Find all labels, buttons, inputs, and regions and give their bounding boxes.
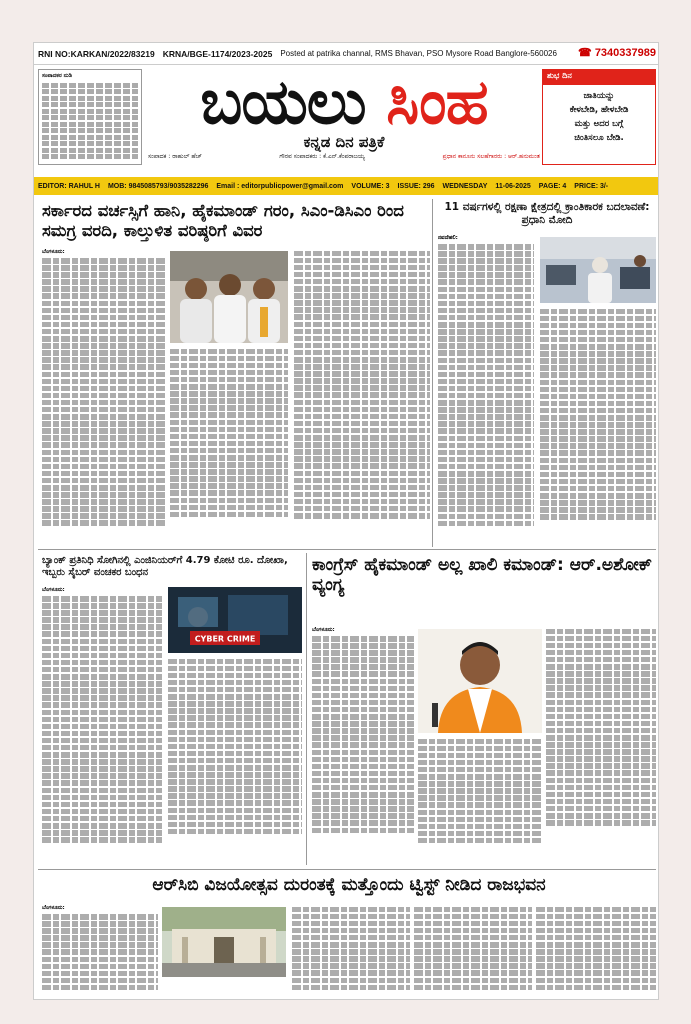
article-1-headline: ಸರ್ಕಾರದ ವರ್ಚಸ್ಸಿಗೆ ಹಾನಿ, ಹೈಕಮಾಂಡ್ ಗರಂ, ಸಿಎಂ-ಡಿಸಿಎಂ ರಿಂದ ಸಮಗ್ರ ವರದಿ, ಕಾಲ್ತುಳಿತ ವರಿಷ್ಠರಿಗೆ ವಿವರ — [42, 201, 404, 240]
page-number: PAGE: 4 — [538, 182, 567, 190]
editor-mobile: MOB: 9845085793/9035282296 — [107, 182, 209, 190]
article-2-dateline: ನವದೆಹಲಿ: — [438, 235, 458, 241]
article-1-dateline: ಬೆಂಗಳೂರು: — [42, 249, 65, 255]
shubha-line-1: ಜಾತಿಯನ್ನು — [583, 91, 615, 101]
article-4-col-2 — [418, 737, 542, 863]
masthead-left-box — [38, 69, 142, 165]
masthead — [34, 65, 659, 177]
article-1-col-2 — [170, 347, 288, 545]
newspaper-page — [33, 42, 659, 1000]
newspaper-logo — [146, 67, 542, 171]
logo-word-1: ಬಯಲು — [200, 65, 366, 138]
volume: VOLUME: 3 — [351, 182, 390, 190]
article-4-photo — [418, 629, 542, 733]
postal-info: Posted at patrika channal, RMS Bhavan, PSO Mysore Road Banglore-560026 — [280, 49, 557, 58]
krna-number: KRNA/BGE-1174/2023-2025 — [162, 48, 273, 59]
article-3-col-2 — [168, 657, 302, 863]
article-1-col-1 — [42, 249, 166, 545]
article-3-headline: ಬ್ಯಾಂಕ್ ಪ್ರತಿನಿಧಿ ಸೋಗಿನಲ್ಲಿ ಎಂಜಿನಿಯರ್‌ಗೆ 4.79 ಕೋಟಿ ರೂ. ದೋಖಾ, ಇಬ್ಬರು ಸೈಬರ್ ವಂಚಕರ ಬಂಧನ — [42, 555, 288, 578]
article-2-photo — [540, 237, 656, 303]
phone-number: ☎ 7340337989 — [578, 47, 656, 59]
article-1-col-3 — [294, 249, 430, 545]
rni-number: RNI NO:KARKAN/2022/83219 — [38, 48, 155, 59]
article-5-photo — [162, 907, 286, 977]
editor-credit: ಸಂಪಾದಕ : ರಾಹುಲ್ ಹೆಚ್ — [148, 153, 202, 160]
article-4-headline: ಕಾಂಗ್ರೆಸ್ ಹೈಕಮಾಂಡ್ ಅಲ್ಲ ಖಾಲಿ ಕಮಾಂಡ್: ಆರ್.ಅಶೋಕ್ ವ್ಯಂಗ್ಯ — [312, 555, 653, 596]
issue-date: 11-06-2025 — [495, 182, 531, 190]
price: PRICE: 3/- — [574, 182, 609, 190]
cyber-crime-label: CYBER CRIME — [194, 634, 256, 644]
editor-credits — [146, 153, 542, 161]
article-5-col-3 — [414, 905, 532, 997]
shubha-dina-label: ಶುಭ ದಿನ — [542, 69, 656, 84]
editor-email: Email : editorpublicpower@gmail.com — [216, 182, 344, 190]
article-3-dateline: ಬೆಂಗಳೂರು: — [42, 587, 65, 593]
honorary-editor-credit: ಗೌರವ ಸಂಪಾದಕರು : ಕೆ.ಎನ್.ಕೆಂಪರಾಜಯ್ಯ — [279, 153, 366, 160]
article-2-headline: 11 ವರ್ಷಗಳಲ್ಲಿ ರಕ್ಷಣಾ ಕ್ಷೇತ್ರದಲ್ಲಿ ಕ್ರಾಂತಿಕಾರಕ ಬದಲಾವಣೆ: ಪ್ರಧಾನಿ ಮೋದಿ — [444, 201, 650, 226]
editor-name: EDITOR: RAHUL H — [38, 182, 100, 190]
weekday: WEDNESDAY — [442, 182, 488, 190]
article-1-photo — [170, 251, 288, 343]
shubha-line-2: ಕೇಳಬೇಡಿ, ಹೇಳಬೇಡಿ — [569, 105, 629, 116]
phone-number-text: 7340337989 — [594, 47, 656, 59]
registration-strip — [34, 43, 659, 65]
article-4-dateline: ಬೆಂಗಳೂರು: — [312, 627, 335, 633]
article-4-col-1 — [312, 627, 414, 863]
shubha-line-4: ಚಿಂತಿಸಲೂ ಬೇಡಿ. — [574, 133, 624, 144]
article-5-headline: ಆರ್‌ಸಿಬಿ ವಿಜಯೋತ್ಸವ ದುರಂತಕ್ಕೆ ಮತ್ತೊಂದು ಟ್ವಿಸ್ಟ್ ನೀಡಿದ ರಾಜಭವನ — [152, 875, 546, 895]
shubha-line-3: ಮತ್ತು ಅದರ ಬಗ್ಗೆ — [574, 119, 624, 130]
article-2-col-1 — [438, 235, 534, 545]
article-5-col-1 — [42, 905, 158, 997]
article-4-col-3 — [546, 627, 656, 863]
article-3-col-1 — [42, 587, 162, 863]
editor-info-bar — [34, 177, 659, 195]
logo-word-2: ಸಿಂಹ — [386, 65, 488, 138]
article-5-col-4 — [536, 905, 656, 997]
article-5-col-2 — [292, 905, 410, 997]
shubha-dina-message — [542, 84, 656, 165]
article-5-dateline: ಬೆಂಗಳೂರು: — [42, 905, 65, 911]
issue: ISSUE: 296 — [397, 182, 435, 190]
left-box-title: ಸಂಪಾದಕರ ನುಡಿ — [42, 73, 72, 79]
tagline: ಕನ್ನಡ ದಿನ ಪತ್ರಿಕೆ — [303, 133, 385, 151]
legal-advisor-credit: ಪ್ರಧಾನ ಕಾನೂನು ಸಲಹೆಗಾರರು : ಆರ್.ಹನುಮಂತ — [442, 153, 540, 160]
logo-text — [146, 67, 542, 137]
article-2-col-2 — [540, 307, 656, 545]
article-3-photo — [168, 587, 302, 653]
shubha-dina-box — [542, 69, 656, 165]
